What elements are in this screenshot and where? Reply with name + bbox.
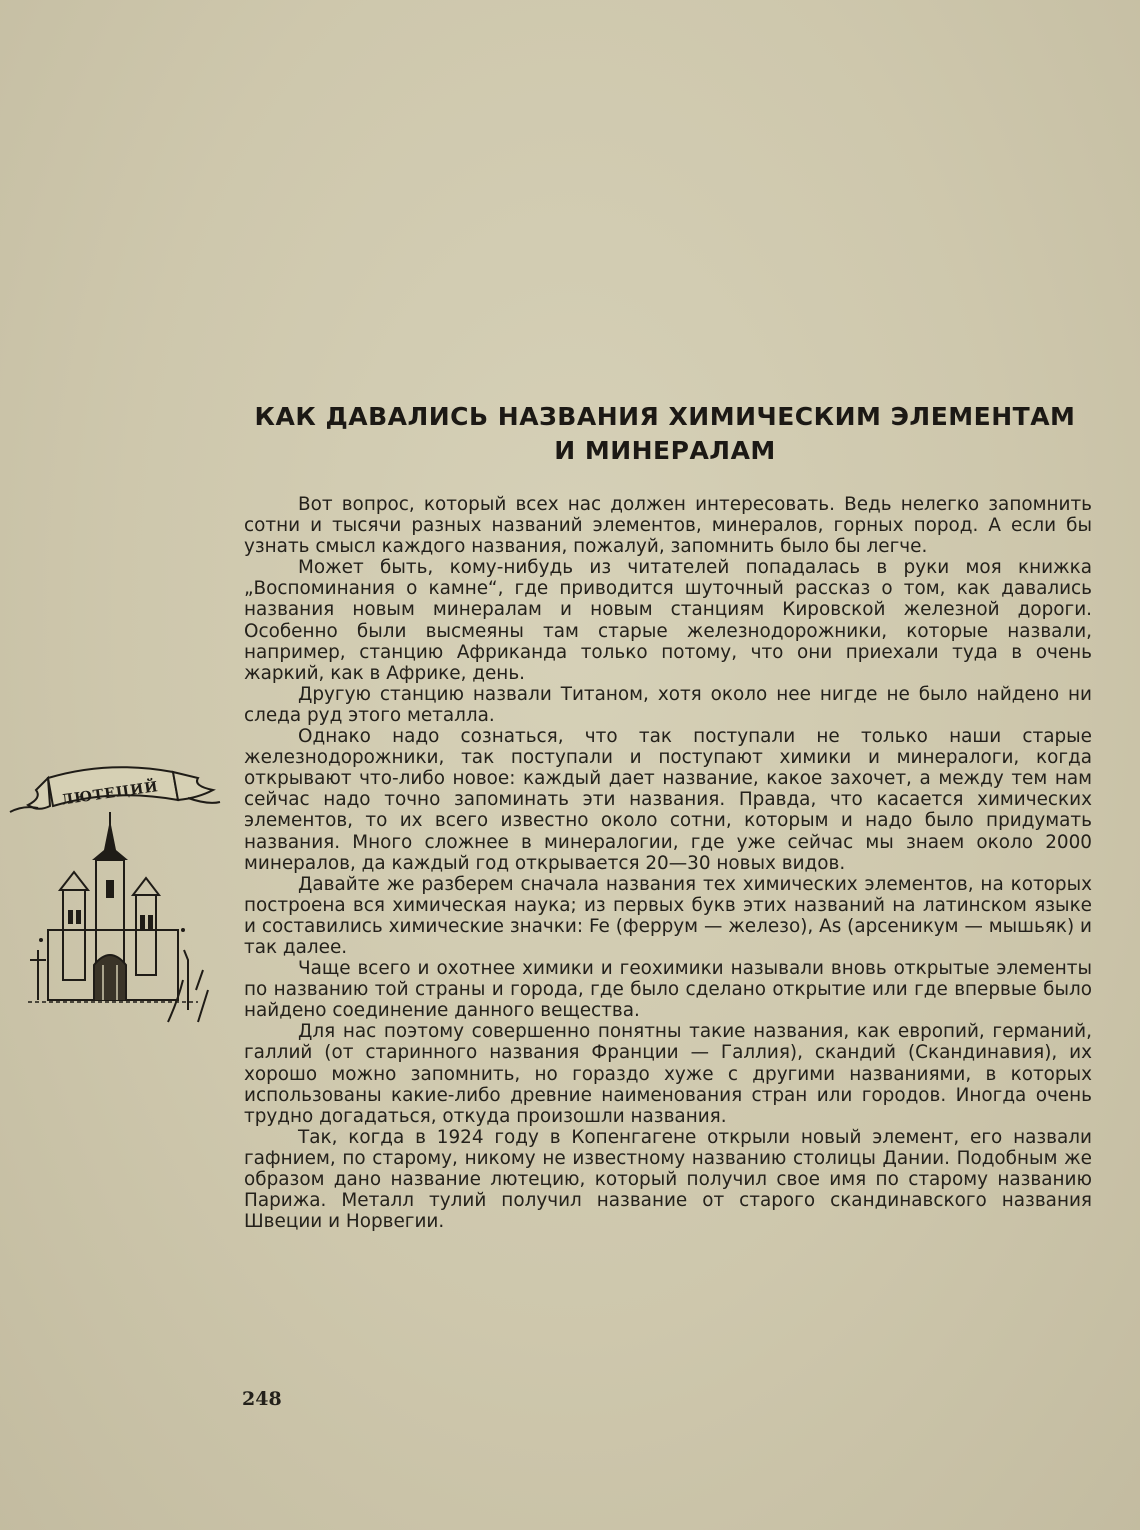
paragraph: Вот вопрос, который всех нас должен интересовать. Ведь нелегко запомнить сотни и тысячи разных названий элементов, минералов, горных пород. А если бы узнать смысл каждого названия, пожалуй, запомнить было бы легче. (244, 494, 1092, 558)
article-body (244, 494, 1092, 1232)
chapter-title (240, 400, 1090, 468)
paragraph: Однако надо сознаться, что так поступали не только наши старые железнодорожники, так поступали и поступают химики и минералоги, когда открывают что-либо новое: каждый дает название, какое захочет, а между тем нам сейчас надо точно запоминать эти названия. Правда, что касается химических элементов, то их всего известно около сотни, которым и надо было придумать названия. Много сложнее в минералогии, где уже сейчас мы знаем около 2000 минералов, да каждый год открывается 20—30 новых видов. (244, 726, 1092, 874)
title-line-2: И МИНЕРАЛАМ (554, 436, 776, 465)
paragraph: Для нас поэтому совершенно понятны такие названия, как европий, германий, галлий (от старинного названия Франции — Галлия), скандий (Скандинавия), их хорошо можно запомнить, но гораздо хуже с другими названиями, в которых использованы какие-либо древние наименования стран или городов. Иногда очень трудно догадаться, откуда произошли названия. (244, 1021, 1092, 1127)
paragraph: Так, когда в 1924 году в Копенгагене открыли новый элемент, его назвали гафнием, по старому, никому не известному названию столицы Дании. Подобным же образом дано название лютецию, который получил свое имя по старому названию Парижа. Металл тулий получил название от старого скандинавского названия Швеции и Норвегии. (244, 1126, 1092, 1233)
paragraph: Другую станцию назвали Титаном, хотя около нее нигде не было найдено ни следа руд этого металла. (244, 683, 1092, 726)
banner-label: ЛЮТЕЦИЙ (59, 779, 160, 809)
paragraph: Чаще всего и охотнее химики и геохимики называли вновь открытые элементы по названию той страны и города, где было сделано открытие или где впервые было найдено соединение данного вещества. (244, 958, 1092, 1022)
page-number: 248 (242, 1388, 282, 1410)
paragraph: Давайте же разберем сначала названия тех химических элементов, на которых построена вся химическая наука; из первых букв этих названий на латинском языке и составились химические значки: Fe (феррум — железо), As (арсеникум — мышьяк) и так далее. (244, 873, 1092, 958)
title-line-1: КАК ДАВАЛИСЬ НАЗВАНИЯ ХИМИЧЕСКИМ ЭЛЕМЕНТАМ (254, 402, 1076, 431)
lutetium-illustration (8, 760, 223, 1040)
paragraph: Может быть, кому-нибудь из читателей попадалась в руки моя книжка „Воспоминания о камне“, где приводится шуточный рассказ о том, как давались названия новым минералам и новым станциям Кировской железной дороги. Особенно были высмеяны там старые железнодорожники, которые назвали, например, станцию Африканда только потому, что они приехали туда в очень жаркий, как в Африке, день. (244, 557, 1092, 684)
